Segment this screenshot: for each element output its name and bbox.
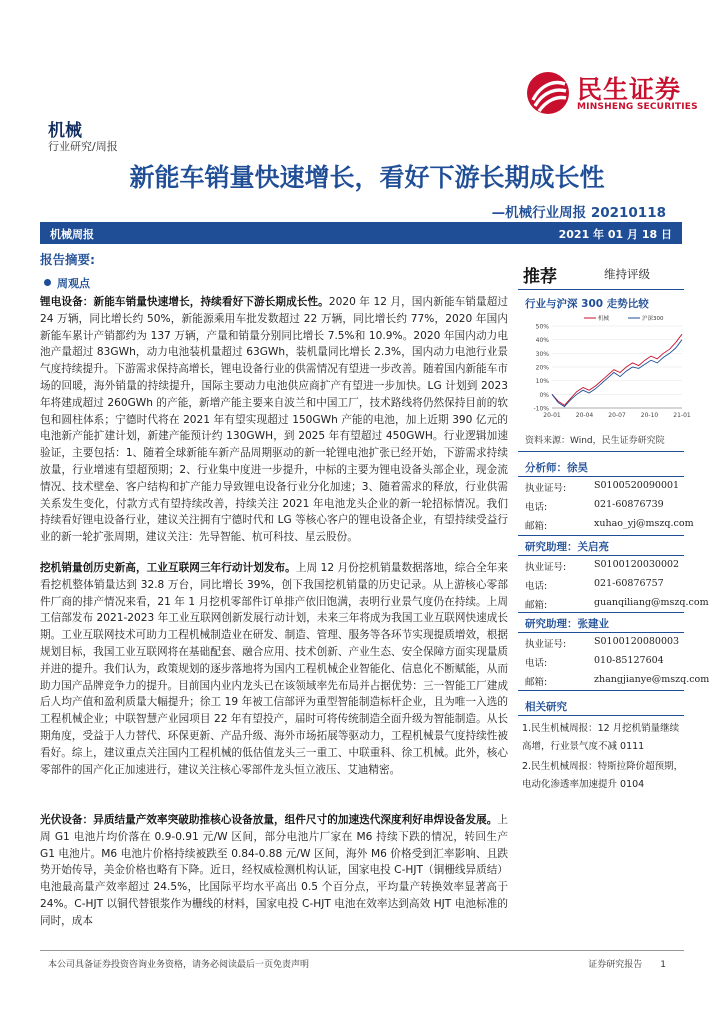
divider	[518, 289, 684, 290]
contact-row	[525, 578, 664, 592]
chart-y-tick-label: 0%	[539, 391, 549, 399]
footer-page: 证券研究报告 1	[588, 960, 666, 970]
paragraph-body: 2020 年 12 月，国内新能车销量超过 24 万辆，同比增长约 50%，新能源乘用车批发数超过 22 万辆，同比增长约 77%，2020 年国内新能车累计产销都约为 137 万辆，产量和销量分别同比增长 7.5%和 10.9%。2020 年国内动力电池产量超过 83GWh，动力电池装机量超过 63GWh，装机量同比增长 2.3%，国内动力电池行业景气度持续提升。下游需求保持高增长，锂电设备行业的供需情况有望进一步改善。随着国内新能车市场的回暖，海外销量的持续提升，国际主要动力电池供应商扩产有望进一步加快。LG 计划到 2023 年将建成超过 260GWh 的产能，新增产能主要来自波兰和中国工厂，技术路线将仍然保持目前的软包和圆柱体系；宁德时代将在 2021 年有望实现超过 150GWh 产能的电池，加上近期 390 亿元的电池新产能扩建计划，新建产能预计约 130GWH，到 2025 年有望超过 450GWH。行业逻辑加速验证，主要包括：1、随着全球新能车新产品周期驱动的新一轮锂电池扩张已经开始，下游需求持续放量，行业增速有望超预期；2、行业集中度进一步提升，中标的主要为锂电设备头部企业，现金流情况、技术壁垒、客户结构和扩产能力导致锂电设备行业分化加速；3、随着需求的释放，行业供需关系发生变化，付款方式有望持续改善，持续关注 2021 年电池龙头企业的新一轮招标情况。我们持续看好锂电设备行业，建议关注拥有宁德时代和 LG 等核心客户的锂电设备企业，有望持续受益行业的新一轮扩张周期，建议关注：先导智能、杭可科技、星云股份。	[40, 296, 508, 544]
contact-label: 邮箱:	[525, 677, 548, 688]
brand-name-en: MINSHENG SECURITIES	[577, 102, 698, 112]
related-item[interactable]: 1.民生机械周报：12 月挖机销量继续高增，行业景气度不减 0111	[522, 723, 680, 752]
divider	[518, 535, 684, 536]
chart-x-tick-label: 20-01	[543, 412, 561, 419]
contact-label: 电话:	[525, 658, 548, 669]
contact-label: 电话:	[525, 502, 548, 513]
rating-label: 推荐	[523, 267, 557, 287]
chart-legend-label: 机械	[598, 316, 610, 322]
contact-value[interactable]: xuhao_yj@mszq.com	[594, 518, 694, 529]
band-report-name: 机械周报	[50, 228, 94, 241]
page-title: 新能车销量快速增长，看好下游长期成长性	[129, 163, 605, 192]
rating-note: 维持评级	[604, 267, 650, 281]
related-item[interactable]: 2.民生机械周报：特斯拉降价超预期，电动化渗透率加速提升 0104	[522, 761, 684, 790]
contact-value[interactable]: guanqiliang@mszq.com	[594, 597, 709, 608]
contact-row	[525, 655, 664, 669]
chart-x-tick-label: 21-01	[673, 412, 691, 419]
performance-chart	[522, 312, 691, 424]
related-heading: 相关研究	[525, 701, 567, 713]
brand-name-cn: 民生证券	[577, 75, 682, 104]
contact-value: 021-60876739	[594, 499, 664, 510]
chart-heading: 行业与沪深 300 走势比较	[525, 298, 649, 310]
contact-value: 021-60876757	[594, 578, 664, 589]
contact-row	[525, 636, 680, 650]
page-subtitle: —机械行业周报 20210118	[491, 205, 666, 221]
contact-row	[525, 480, 680, 494]
chart-y-tick-label: 10%	[535, 378, 549, 386]
contact-label: 邮箱:	[525, 600, 548, 611]
paragraph-lithium	[40, 294, 508, 546]
paragraph-pv	[40, 812, 508, 930]
chart-y-tick-label: 30%	[535, 350, 549, 358]
contact-label: 电话:	[525, 581, 548, 592]
assistant1-heading: 研究助理：关启亮	[525, 541, 609, 553]
contact-label: 执业证号:	[525, 639, 567, 650]
divider	[518, 476, 684, 477]
contact-row	[525, 499, 664, 513]
contact-row	[525, 518, 694, 532]
contact-label: 执业证号:	[525, 483, 567, 494]
report-type: 行业研究/周报	[48, 140, 118, 153]
contact-value: S0100520090001	[594, 480, 680, 491]
contact-value: S0100120030002	[594, 559, 680, 570]
paragraph-lead: 挖机销量创历史新高，工业互联网三年行动计划发布。	[40, 562, 296, 574]
divider	[518, 715, 684, 716]
divider	[518, 555, 684, 556]
chart-y-tick-label: 50%	[535, 323, 549, 331]
divider	[518, 612, 684, 613]
contact-row	[525, 559, 680, 573]
bullet-dot-icon	[44, 279, 51, 286]
paragraph-lead: 锂电设备：新能车销量快速增长，持续看好下游长期成长性。	[40, 296, 329, 308]
chart-y-tick-label: 40%	[535, 337, 549, 345]
header-band	[40, 222, 682, 244]
analyst-heading: 分析师：徐昊	[525, 462, 588, 474]
divider	[518, 690, 684, 691]
contact-label: 执业证号:	[525, 562, 567, 573]
contact-value: 010-85127604	[594, 655, 664, 666]
contact-label: 邮箱:	[525, 521, 548, 532]
section-heading	[44, 275, 90, 291]
chart-x-tick-label: 20-04	[575, 412, 594, 419]
brand-logo	[525, 66, 698, 122]
footer-disclaimer: 本公司具备证券投资咨询业务资格，请务必阅读最后一页免责声明	[48, 960, 310, 970]
paragraph-excavator	[40, 560, 508, 778]
sector-label: 机械	[48, 121, 82, 141]
paragraph-body: 上周 G1 电池片均价落在 0.9-0.91 元/W 区间，部分电池片厂家在 M6 持续下跌的情况，转回生产 G1 电池片。M6 电池片价格持续被跌至 0.84-0.88 元/W 区间，海外 M6 价格受到汇率影响、且跌势开始传导，美金价格也略有下降。近日，经权威检测机构认证，国家电投 C-HJT（铜栅线异质结）电池最高量产效率超过 24.5%，比国际平均水平高出 0.5 个百分点，平均量产转换效率显著高于 24%。C-HJT 以铜代替银浆作为栅线的材料，国家电投 C-HJT 电池在效率达到高效 HJT 电池标准的同时，成本	[40, 814, 508, 927]
band-date: 2021 年 01 月 18 日	[558, 228, 672, 241]
contact-value[interactable]: zhangjianye@mszq.com	[594, 674, 710, 685]
chart-legend-label: 沪深300	[642, 316, 664, 322]
chart-y-tick-label: -10%	[533, 405, 549, 413]
chart-series-line	[552, 334, 682, 405]
footer-divider	[40, 950, 684, 951]
minsheng-logo-icon	[525, 70, 571, 116]
chart-x-tick-label: 20-07	[608, 412, 626, 419]
contact-row	[525, 674, 710, 688]
contact-value: S0100120080003	[594, 636, 680, 647]
paragraph-body: 上周 12 月份挖机销量数据落地，综合全年来看挖机整体销量达到 32.8 万台，同比增长 39%，创下我国挖机销量的历史记录。从上游核心零部件厂商的排产情况来看，21 年 1 月挖机零部件订单排产依旧饱满，表明行业景气度仍在持续。上周工信部发布 2021-2023 年工业互联网创新发展行动计划，未来三年将成为我国工业互联网快速成长期。工业互联网技术可助力工程机械制造业在研发、制造、管理、服务等各环节实现提质增效，根据规划目标，我国工业互联网将在基础配套、融合应用、技术创新、产业生态、安全保障方面实现量质并进的提升。我们认为，政策规划的逐步落地将为国内工程机械企业智能化、信息化不断赋能，从而助力国产品牌竞争力的提升。目前国内业内龙头已在该领域率先布局并占据优势：三一智能工厂建成后人均产值和盈利质量大幅提升；徐工 19 年被工信部评为重型智能制造标杆企业，且为唯一入选的工程机械企业；中联智慧产业园项目 22 年有望投产，届时可将传统制造全面升级为智能制造。从长期角度，受益于人力替代、环保更新、产品升级、海外市场拓展等驱动力，工程机械景气度持续性被看好。综上，建议重点关注国内工程机械的低估值龙头三一重工、中联重科、徐工机械。此外，核心零部件的国产化正加速进行，建议关注核心零部件龙头恒立液压、艾迪精密。	[40, 562, 509, 776]
chart-series-line	[552, 340, 682, 407]
assistant2-heading: 研究助理：张建业	[525, 618, 609, 630]
section-heading-text: 周观点	[57, 277, 90, 290]
summary-heading: 报告摘要:	[40, 252, 95, 267]
divider	[518, 632, 684, 633]
contact-row	[525, 597, 709, 611]
divider	[518, 451, 684, 452]
chart-y-tick-label: 20%	[535, 364, 549, 372]
chart-source: 资料来源：Wind，民生证券研究院	[525, 436, 665, 446]
chart-x-tick-label: 20-10	[640, 412, 659, 419]
paragraph-lead: 光伏设备：异质结量产效率突破助推核心设备放量，组件尺寸的加速迭代深度利好串焊设备发展。	[40, 814, 498, 826]
